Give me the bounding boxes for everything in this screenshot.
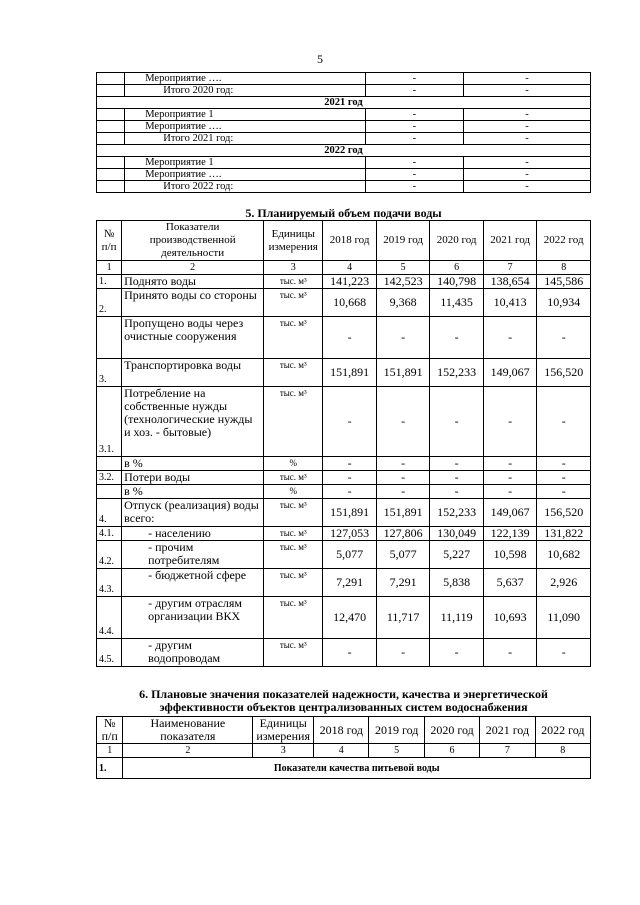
value-cell: - (430, 485, 484, 499)
value-cell: 152,233 (430, 359, 484, 387)
value-cell: - (323, 639, 377, 667)
value-cell: - (483, 317, 537, 359)
row-number: 4.3. (97, 569, 122, 597)
value-cell: 11,090 (537, 597, 591, 639)
event-name: Мероприятие 1 (125, 109, 365, 121)
column-index: 4 (314, 744, 369, 758)
table-row (97, 471, 591, 485)
event-value: - (464, 85, 591, 97)
column-header: 2021 год (480, 717, 535, 744)
unit-cell: тыс. м³ (264, 541, 323, 569)
indicator-name: Отпуск (реализация) воды всего: (122, 499, 264, 527)
column-index: 5 (369, 744, 424, 758)
row-number: 4.4. (97, 597, 122, 639)
column-header: Единицы измерения (253, 717, 314, 744)
column-index-row (97, 261, 591, 275)
indicator-name: Принято воды со стороны (122, 289, 264, 317)
event-value: - (365, 133, 463, 145)
column-index: 5 (376, 261, 430, 275)
value-cell: 10,682 (537, 541, 591, 569)
value-cell: 10,934 (537, 289, 591, 317)
column-index: 6 (424, 744, 479, 758)
group-label: Показатели качества питьевой воды (123, 758, 591, 779)
unit-cell: тыс. м³ (264, 569, 323, 597)
value-cell: 7,291 (376, 569, 430, 597)
unit-cell: % (264, 457, 323, 471)
value-cell: 5,838 (430, 569, 484, 597)
value-cell: - (430, 457, 484, 471)
value-cell: - (430, 317, 484, 359)
table-row (97, 485, 591, 499)
event-value: - (464, 109, 591, 121)
event-value: - (464, 73, 591, 85)
column-header: Показатели производственной деятельности (122, 221, 264, 261)
value-cell: - (323, 471, 377, 485)
value-cell: 127,053 (323, 527, 377, 541)
table-row (97, 639, 591, 667)
year-heading: 2022 год (97, 145, 591, 157)
value-cell: - (376, 485, 430, 499)
value-cell: - (537, 485, 591, 499)
column-header: 2021 год (483, 221, 537, 261)
column-header: 2020 год (424, 717, 479, 744)
value-cell: 145,586 (537, 275, 591, 289)
indicator-name: - бюджетной сфере (122, 569, 264, 597)
event-value: - (365, 109, 463, 121)
page-number: 5 (317, 52, 323, 66)
indicator-name: Потребление на собственные нужды (технологические нужды и хоз. - бытовые) (122, 387, 264, 457)
value-cell: - (376, 471, 430, 485)
blank-cell (97, 133, 125, 145)
event-row (97, 181, 591, 193)
event-row (97, 157, 591, 169)
unit-cell: тыс. м³ (264, 597, 323, 639)
event-name: Итого 2021 год: (125, 133, 365, 145)
table-row (97, 317, 591, 359)
event-name: Мероприятие 1 (125, 157, 365, 169)
value-cell: 151,891 (323, 359, 377, 387)
value-cell: 152,233 (430, 499, 484, 527)
event-row (97, 169, 591, 181)
unit-cell: тыс. м³ (264, 639, 323, 667)
events-table (96, 72, 591, 193)
column-index-row (97, 744, 591, 758)
value-cell: - (483, 471, 537, 485)
table-row (97, 275, 591, 289)
value-cell: 131,822 (537, 527, 591, 541)
table-row (97, 597, 591, 639)
row-number: 4.5. (97, 639, 122, 667)
blank-cell (97, 73, 125, 85)
value-cell: 5,227 (430, 541, 484, 569)
header-row (97, 221, 591, 261)
table-row (97, 289, 591, 317)
year-heading: 2021 год (97, 97, 591, 109)
value-cell: - (537, 457, 591, 471)
value-cell: 11,119 (430, 597, 484, 639)
value-cell: - (323, 457, 377, 471)
column-header: Единицы измерения (264, 221, 323, 261)
event-value: - (365, 85, 463, 97)
column-header: 2020 год (430, 221, 484, 261)
value-cell: 130,049 (430, 527, 484, 541)
event-value: - (365, 121, 463, 133)
column-index: 6 (430, 261, 484, 275)
value-cell: - (376, 387, 430, 457)
column-header: Наименование показателя (123, 717, 253, 744)
column-header: № п/п (97, 717, 123, 744)
event-row (97, 121, 591, 133)
event-value: - (464, 157, 591, 169)
indicator-name: - прочим потребителям (122, 541, 264, 569)
value-cell: 156,520 (537, 499, 591, 527)
unit-cell: тыс. м³ (264, 289, 323, 317)
row-number: 4. (97, 499, 122, 527)
water-volume-table (96, 220, 591, 667)
value-cell: - (537, 639, 591, 667)
value-cell: 149,067 (483, 359, 537, 387)
value-cell: 9,368 (376, 289, 430, 317)
table-row (97, 457, 591, 471)
value-cell: - (376, 639, 430, 667)
event-value: - (464, 133, 591, 145)
event-name: Мероприятие …. (125, 121, 365, 133)
row-number: 3. (97, 359, 122, 387)
value-cell: 127,806 (376, 527, 430, 541)
table-row (97, 569, 591, 597)
value-cell: 2,926 (537, 569, 591, 597)
value-cell: - (323, 317, 377, 359)
event-row (97, 109, 591, 121)
value-cell: 5,077 (376, 541, 430, 569)
column-header: 2022 год (537, 221, 591, 261)
table-row (97, 541, 591, 569)
value-cell: - (376, 317, 430, 359)
event-value: - (365, 157, 463, 169)
value-cell: 5,077 (323, 541, 377, 569)
value-cell: 141,223 (323, 275, 377, 289)
value-cell: - (537, 471, 591, 485)
value-cell: 138,654 (483, 275, 537, 289)
unit-cell: тыс. м³ (264, 499, 323, 527)
group-row (97, 758, 591, 779)
column-index: 1 (97, 744, 123, 758)
section-6-title-line-2: эффективности объектов централизованных систем водоснабжения (159, 700, 528, 714)
table-row (97, 359, 591, 387)
value-cell: - (537, 387, 591, 457)
unit-cell: тыс. м³ (264, 387, 323, 457)
value-cell: 11,435 (430, 289, 484, 317)
value-cell: - (483, 485, 537, 499)
value-cell: 5,637 (483, 569, 537, 597)
column-index: 3 (253, 744, 314, 758)
event-row (97, 85, 591, 97)
event-row (97, 73, 591, 85)
indicator-name: Потери воды (122, 471, 264, 485)
value-cell: - (323, 485, 377, 499)
row-number: 1. (97, 275, 122, 289)
value-cell: 149,067 (483, 499, 537, 527)
value-cell: - (483, 639, 537, 667)
value-cell: 10,413 (483, 289, 537, 317)
value-cell: 140,798 (430, 275, 484, 289)
value-cell: - (483, 457, 537, 471)
column-header: № п/п (97, 221, 122, 261)
year-row (97, 97, 591, 109)
event-name: Итого 2022 год: (125, 181, 365, 193)
event-name: Итого 2020 год: (125, 85, 365, 97)
row-number: 3.1. (97, 387, 122, 457)
event-value: - (365, 181, 463, 193)
indicator-name: в % (122, 485, 264, 499)
column-header: 2019 год (369, 717, 424, 744)
value-cell: 122,139 (483, 527, 537, 541)
unit-cell: тыс. м³ (264, 275, 323, 289)
table-row (97, 499, 591, 527)
value-cell: - (537, 317, 591, 359)
value-cell: 11,717 (376, 597, 430, 639)
blank-cell (97, 157, 125, 169)
event-row (97, 133, 591, 145)
row-number: 3.2. (97, 471, 122, 485)
table-row (97, 527, 591, 541)
unit-cell: тыс. м³ (264, 317, 323, 359)
column-header: 2022 год (535, 717, 590, 744)
row-number (97, 317, 122, 359)
event-name: Мероприятие …. (125, 73, 365, 85)
unit-cell: тыс. м³ (264, 527, 323, 541)
column-index: 7 (483, 261, 537, 275)
column-index: 2 (123, 744, 253, 758)
unit-cell: тыс. м³ (264, 471, 323, 485)
indicator-name: в % (122, 457, 264, 471)
column-index: 8 (537, 261, 591, 275)
event-name: Мероприятие …. (125, 169, 365, 181)
value-cell: 12,470 (323, 597, 377, 639)
blank-cell (97, 85, 125, 97)
value-cell: 10,668 (323, 289, 377, 317)
value-cell: - (323, 387, 377, 457)
section-6-title-line-1: 6. Плановые значения показателей надежности, качества и энергетической (139, 687, 548, 701)
event-value: - (365, 169, 463, 181)
header-row (97, 717, 591, 744)
column-index: 3 (264, 261, 323, 275)
blank-cell (97, 169, 125, 181)
event-value: - (464, 181, 591, 193)
unit-cell: тыс. м³ (264, 359, 323, 387)
row-number (97, 485, 122, 499)
indicator-name: Поднято воды (122, 275, 264, 289)
column-header: 2019 год (376, 221, 430, 261)
column-index: 8 (535, 744, 590, 758)
table-row (97, 387, 591, 457)
column-index: 4 (323, 261, 377, 275)
value-cell: 7,291 (323, 569, 377, 597)
event-value: - (464, 169, 591, 181)
year-row (97, 145, 591, 157)
row-number: 4.2. (97, 541, 122, 569)
column-header: 2018 год (314, 717, 369, 744)
indicator-name: Пропущено воды через очистные сооружения (122, 317, 264, 359)
unit-cell: % (264, 485, 323, 499)
indicator-name: Транспортировка воды (122, 359, 264, 387)
section-5-title: 5. Планируемый объем подачи воды (245, 206, 442, 220)
blank-cell (97, 181, 125, 193)
column-index: 2 (122, 261, 264, 275)
indicator-name: - населению (122, 527, 264, 541)
value-cell: - (376, 457, 430, 471)
indicator-name: - другим отраслям организации ВКХ (122, 597, 264, 639)
row-number: 2. (97, 289, 122, 317)
value-cell: - (430, 471, 484, 485)
column-header: 2018 год (323, 221, 377, 261)
group-number: 1. (97, 758, 123, 779)
row-number: 4.1. (97, 527, 122, 541)
value-cell: 151,891 (376, 359, 430, 387)
indicator-name: - другим водопроводам (122, 639, 264, 667)
column-index: 1 (97, 261, 122, 275)
value-cell: 142,523 (376, 275, 430, 289)
event-value: - (464, 121, 591, 133)
value-cell: 151,891 (376, 499, 430, 527)
value-cell: 156,520 (537, 359, 591, 387)
quality-indicators-table (96, 716, 591, 779)
value-cell: 10,693 (483, 597, 537, 639)
row-number (97, 457, 122, 471)
value-cell: - (430, 387, 484, 457)
column-index: 7 (480, 744, 535, 758)
blank-cell (97, 109, 125, 121)
value-cell: 10,598 (483, 541, 537, 569)
value-cell: - (483, 387, 537, 457)
event-value: - (365, 73, 463, 85)
value-cell: 151,891 (323, 499, 377, 527)
blank-cell (97, 121, 125, 133)
value-cell: - (430, 639, 484, 667)
